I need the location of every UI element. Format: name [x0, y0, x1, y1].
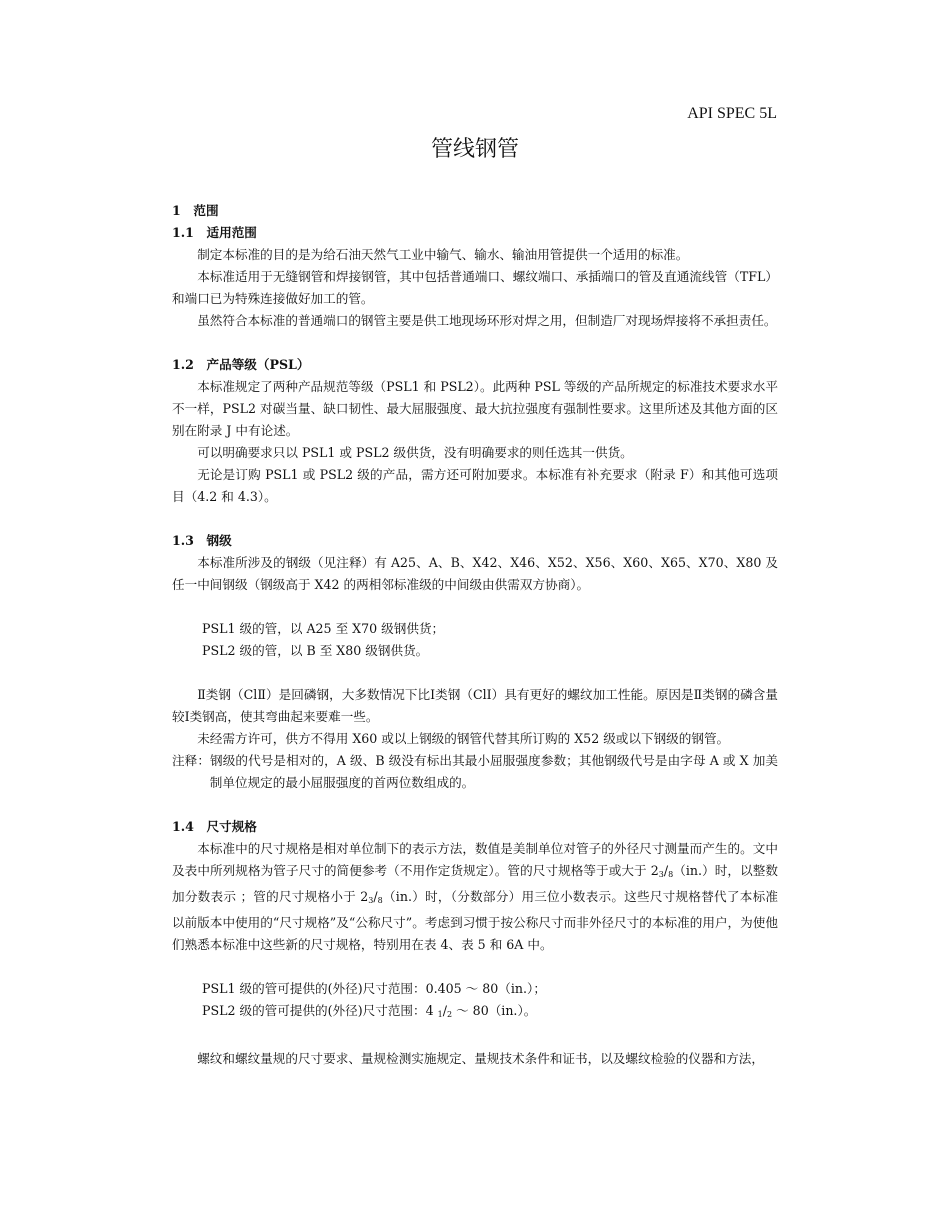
list-item: PSL1 级的管可提供的(外径)尺寸范围：0.405 ～ 80（in.）； [202, 981, 546, 996]
paragraph: 未经需方许可，供方不得用 X60 或以上钢级的钢管代替其所订购的 X52 级或以下钢级的钢管。 [197, 731, 730, 746]
paragraph: 制定本标准的目的是为给石油天然气工业中输气、输水、输油用管提供一个适用的标准。 [197, 247, 689, 262]
paragraph: Ⅱ类钢（ClⅡ）是回磷钢，大多数情况下比Ⅰ类钢（ClⅠ）具有更好的螺纹加工性能。原因是Ⅱ类钢的磷含量较Ⅰ类钢高，使其弯曲起来要难一些。 [172, 687, 778, 724]
section-heading-1: 1 范围 [172, 203, 219, 218]
paragraph: 无论是订购 PSL1 或 PSL2 级的产品，需方还可附加要求。本标准有补充要求（附录 F）和其他可选项目（4.2 和 4.3）。 [172, 467, 778, 504]
paragraph: 本标准所涉及的钢级（见注释）有 A25、A、B、X42、X46、X52、X56、X60、X65、X70、X80 及任一中间钢级（钢级高于 X42 的两相邻标准级的中间级由供需双方协商）。 [172, 555, 778, 592]
list-item: PSL2 级的管可提供的(外径)尺寸范围：4 $^1/_2$ ～ 80（in.）。 [202, 1003, 537, 1019]
document-title: 管线钢管 [430, 137, 519, 162]
section-heading-1-1: 1.1 适用范围 [172, 225, 257, 240]
list-item: PSL2 级的管，以 B 至 X80 级钢供货。 [202, 643, 429, 658]
paragraph-size-spec: 本标准中的尺寸规格是相对单位制下的表示方法，数值是美制单位对管子的外径尺寸测量而产生的。文中及表中所列规格为管子尺寸的简便参考（不用作定货规定）。管的尺寸规格等于或大于 $2^3/_8(in.)$时，以整数加分数表示 ；管的尺寸规格小于 $2^3/_8(in.)$时，（分数部分）用三位小数表示。这些尺寸规格替代了本标准以前版本中使用的“尺寸规格”及“公称尺寸”。考虑到习惯于按公称尺寸而非外径尺寸的本标准的用户，为使他们熟悉本标准中这些新的尺寸规格，特别用在表 4、表 5 和 6A 中。 [172, 841, 778, 952]
list-item: PSL1 级的管，以 A25 至 X70 级钢供货； [202, 621, 445, 636]
paragraph: 螺纹和螺纹量规的尺寸要求、量规检测实施规定、量规技术条件和证书，以及螺纹检验的仪器和方法， [197, 1051, 764, 1066]
paragraph: 本标准规定了两种产品规范等级（PSL1 和 PSL2）。此两种 PSL 等级的产品所规定的标准技术要求水平不一样，PSL2 对碳当量、缺口韧性、最大屈服强度、最大抗拉强度有强制性要求。这里所述及其他方面的区别在附录 J 中有论述。 [172, 379, 778, 438]
document-body [172, 200, 778, 1070]
paragraph: 虽然符合本标准的普通端口的钢管主要是供工地现场环形对焊之用，但制造厂对现场焊接将不承担责任。 [197, 313, 777, 328]
paragraph: 可以明确要求只以 PSL1 或 PSL2 级供货，没有明确要求的则任选其一供货。 [197, 445, 633, 460]
standard-code: API SPEC 5L [687, 105, 777, 122]
section-heading-1-3: 1.3 钢级 [172, 533, 232, 548]
note: 注释：钢级的代号是相对的，A 级、B 级没有标出其最小屈服强度参数；其他钢级代号是由字母 A 或 X 加美制单位规定的最小屈服强度的首两位数组成的。 [172, 753, 778, 790]
section-heading-1-2: 1.2 产品等级（PSL） [172, 357, 310, 372]
paragraph: 本标准适用于无缝钢管和焊接钢管，其中包括普通端口、螺纹端口、承插端口的管及直通流线管（TFL）和端口已为特殊连接做好加工的管。 [172, 269, 778, 306]
section-heading-1-4: 1.4 尺寸规格 [172, 819, 257, 834]
